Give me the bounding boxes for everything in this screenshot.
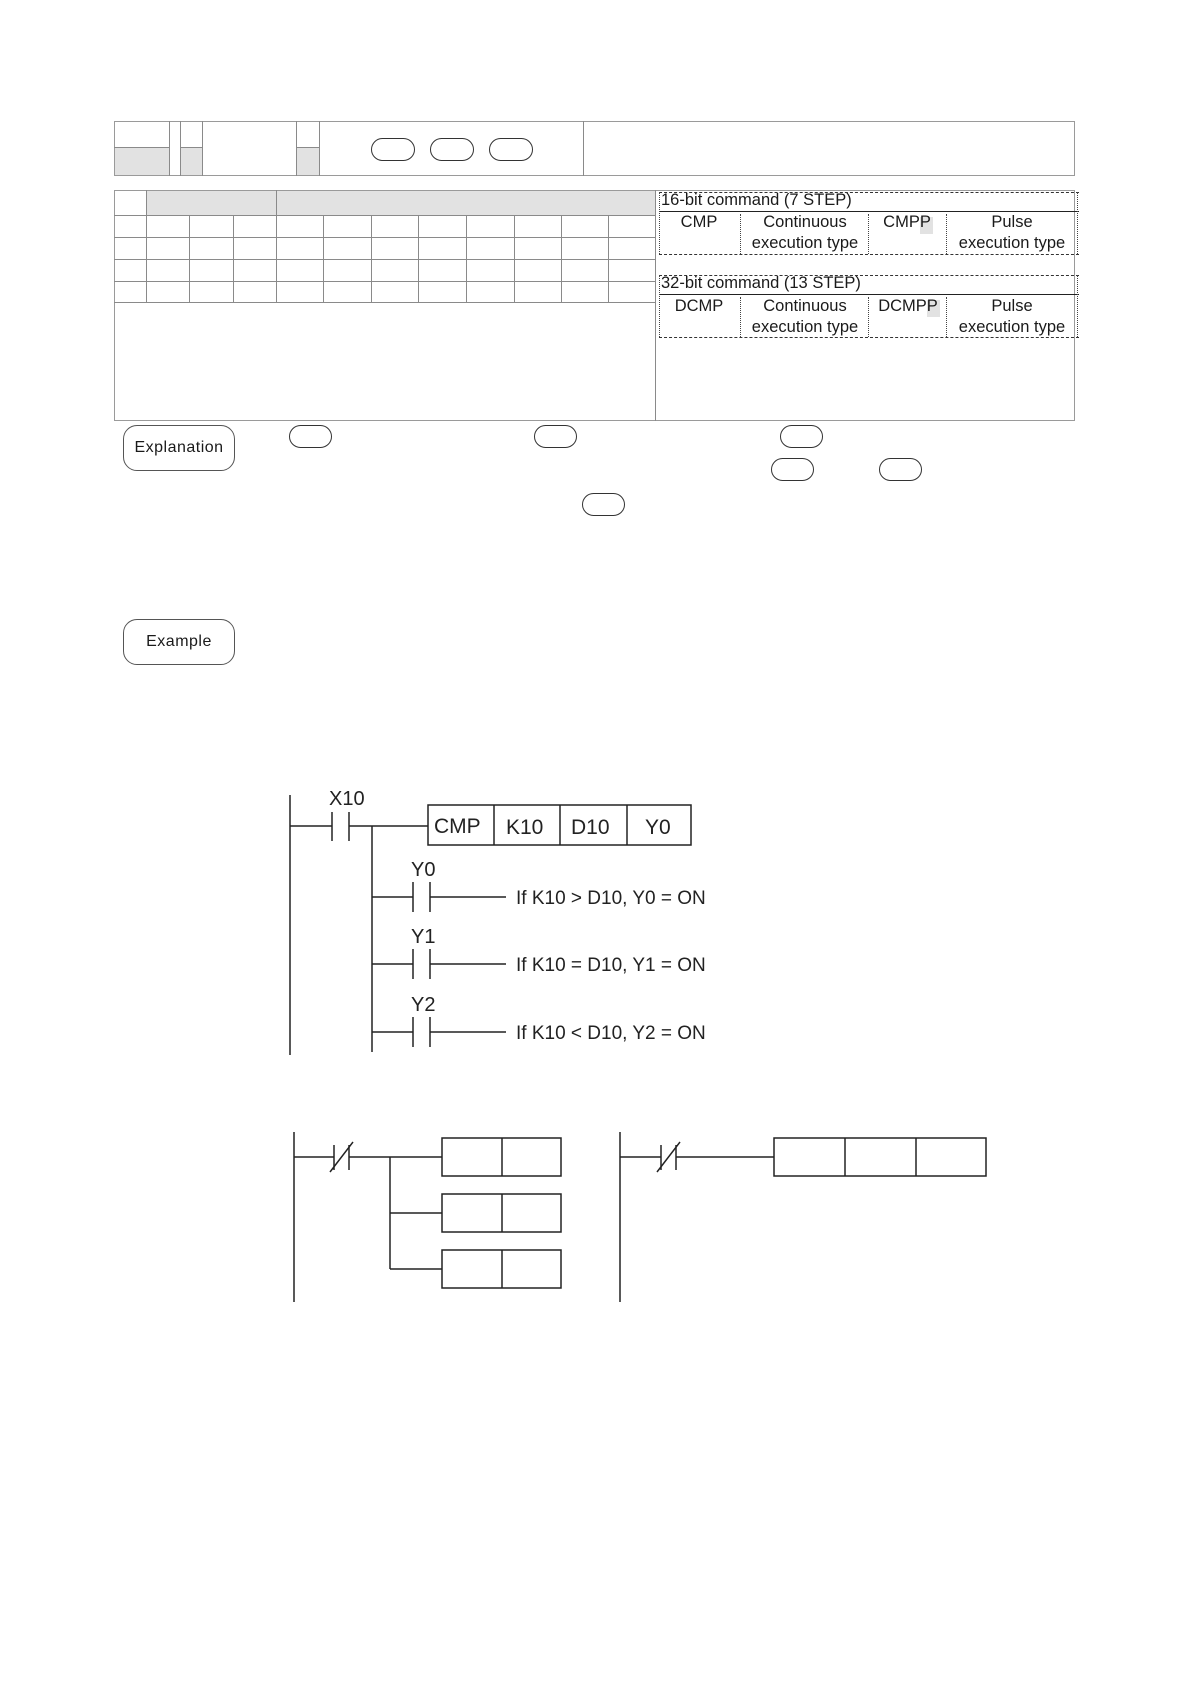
empty-instruction-box-4 [774, 1138, 986, 1176]
y2-condition: If K10 < D10, Y2 = ON [516, 1023, 706, 1044]
grid-line [608, 215, 609, 302]
grid-line [114, 215, 655, 216]
y0-condition: If K10 > D10, Y0 = ON [516, 888, 706, 909]
instruction-s1: K10 [506, 816, 544, 839]
y2-label: Y2 [411, 994, 436, 1016]
cmd16-title: 16-bit command (7 STEP) [661, 191, 852, 209]
grid-line [514, 215, 515, 302]
example-label: Example [123, 619, 235, 665]
grid-line [276, 190, 277, 302]
grid-line [561, 215, 562, 302]
explanation-label: Explanation [123, 425, 235, 471]
y1-label: Y1 [411, 926, 436, 948]
grid-line [371, 215, 372, 302]
cmd32-continuous-label: Continuous execution type [751, 297, 859, 336]
reset-ladder-diagram-right [610, 1120, 990, 1305]
device-table-header-bit [146, 191, 276, 215]
explanation-operand-oval-1 [289, 425, 332, 448]
grid-line [466, 215, 467, 302]
cmd16-pulse-label: Pulse execution type [958, 213, 1066, 252]
grid-line [189, 215, 190, 302]
header-d-flag-cell [181, 148, 202, 175]
instruction-d: Y0 [645, 816, 671, 839]
operand-s2-oval [430, 138, 474, 161]
grid-line [418, 215, 419, 302]
y1-condition: If K10 = D10, Y1 = ON [516, 955, 706, 976]
cmd32-pulse-mnemonic: DCMPP [878, 297, 938, 315]
instruction-mnemonic: CMP [434, 815, 481, 838]
grid-line [114, 281, 655, 282]
cmd16-continuous-label: Continuous execution type [751, 213, 859, 252]
grid-line [146, 190, 147, 302]
header-p-flag-cell [297, 148, 319, 175]
header-api-number-cell [115, 148, 169, 175]
cmd16-pulse-mnemonic: CMPP [883, 213, 931, 231]
instruction-s2: D10 [571, 816, 610, 839]
device-table-header-word [277, 191, 655, 215]
explanation-operand-oval-2 [534, 425, 577, 448]
y0-label: Y0 [411, 859, 436, 881]
cmd32-mnemonic: DCMP [674, 297, 724, 315]
grid-line [323, 215, 324, 302]
operand-s1-oval [371, 138, 415, 161]
cmd32-title: 32-bit command (13 STEP) [661, 274, 861, 292]
cmp-ladder-diagram [280, 778, 750, 1058]
operand-d-oval [489, 138, 533, 161]
explanation-operand-oval-4 [771, 458, 814, 481]
cmd32-pulse-label: Pulse execution type [958, 297, 1066, 336]
header-bar [114, 121, 1075, 176]
grid-line [233, 215, 234, 302]
grid-line [114, 237, 655, 238]
cmd16-mnemonic: CMP [680, 213, 718, 231]
explanation-operand-oval-5 [879, 458, 922, 481]
explanation-operand-oval-6 [582, 493, 625, 516]
grid-line [114, 259, 655, 260]
x10-label: X10 [329, 788, 365, 810]
reset-ladder-diagram-left [280, 1120, 580, 1305]
explanation-operand-oval-3 [780, 425, 823, 448]
grid-line [114, 302, 655, 303]
